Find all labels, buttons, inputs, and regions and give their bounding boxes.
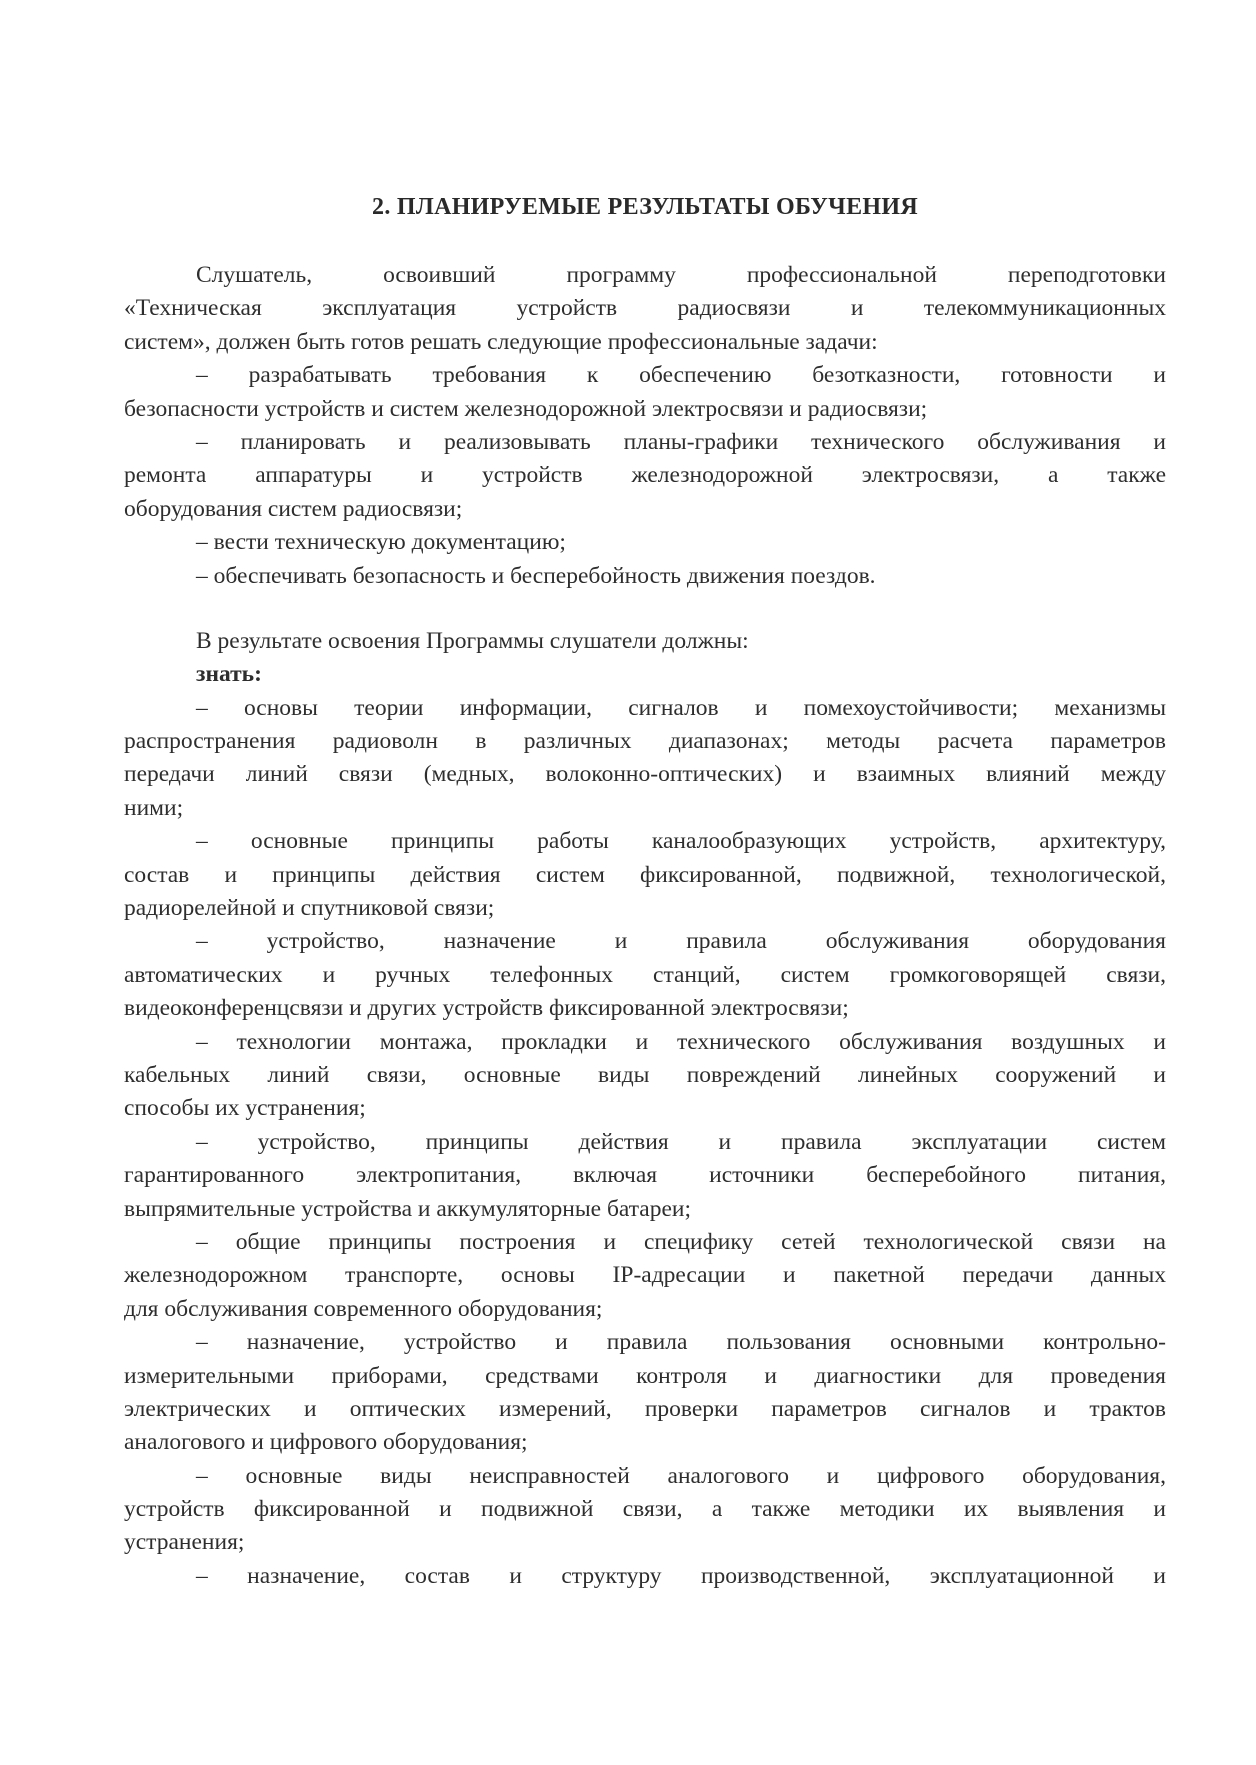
text-line: – устройство, назначение и правила обслуживания оборудования [196, 928, 1166, 955]
text-line: ремонта аппаратуры и устройств железнодорожной электросвязи, а также [124, 462, 1166, 489]
text-line: – основы теории информации, сигналов и помехоустойчивости; механизмы [196, 694, 1166, 721]
text-line: для обслуживания современного оборудования; [124, 1295, 603, 1322]
know-label [124, 658, 1166, 691]
text-line: знать: [196, 661, 262, 688]
paragraph [124, 1226, 1166, 1326]
text-line: устранения; [124, 1529, 245, 1556]
text-line: железнодорожном транспорте, основы IP-адресации и пакетной передачи данных [124, 1262, 1166, 1289]
paragraph [124, 825, 1166, 925]
text-line: – разрабатывать требования к обеспечению безотказности, готовности и [196, 362, 1166, 389]
text-line: В результате освоения Программы слушатели должны: [196, 627, 749, 654]
paragraph [124, 1326, 1166, 1460]
text-line: гарантированного электропитания, включая источники бесперебойного питания, [124, 1162, 1166, 1189]
text-line: – обеспечивать безопасность и бесперебойность движения поездов. [196, 562, 876, 589]
paragraph [124, 1126, 1166, 1226]
text-line: оборудования систем радиосвязи; [124, 495, 463, 522]
text-line: – назначение, состав и структуру производственной, эксплуатационной и [196, 1562, 1166, 1589]
paragraph [124, 692, 1166, 826]
paragraph [124, 625, 1166, 658]
paragraph [124, 1560, 1166, 1593]
text-line: измерительными приборами, средствами контроля и диагностики для проведения [124, 1362, 1166, 1389]
text-line: выпрямительные устройства и аккумуляторные батареи; [124, 1195, 692, 1222]
text-line: систем», должен быть готов решать следующие профессиональные задачи: [124, 328, 878, 355]
text-line: Слушатель, освоивший программу профессиональной переподготовки [196, 262, 1166, 288]
text-line: – общие принципы построения и специфику сетей технологической связи на [196, 1228, 1166, 1255]
text-line: радиорелейной и спутниковой связи; [124, 895, 495, 922]
paragraph [124, 259, 1166, 359]
text-line: распространения радиоволн в различных диапазонах; методы расчета параметров [124, 728, 1166, 755]
text-line: – вести техническую документацию; [196, 529, 566, 556]
text-line: состав и принципы действия систем фиксированной, подвижной, технологической, [124, 861, 1166, 888]
text-line: автоматических и ручных телефонных станций, систем громкоговорящей связи, [124, 961, 1166, 988]
text-line: – технологии монтажа, прокладки и технического обслуживания воздушных и [196, 1028, 1166, 1055]
paragraph [124, 426, 1166, 526]
text-line: кабельных линий связи, основные виды повреждений линейных сооружений и [124, 1061, 1166, 1088]
section-title: 2. ПЛАНИРУЕМЫЕ РЕЗУЛЬТАТЫ ОБУЧЕНИЯ [372, 194, 918, 220]
text-line: аналогового и цифрового оборудования; [124, 1429, 528, 1456]
text-line: передачи линий связи (медных, волоконно-оптических) и взаимных влияний между [124, 761, 1166, 788]
paragraph [124, 359, 1166, 426]
text-line: способы их устранения; [124, 1095, 366, 1122]
text-line: – назначение, устройство и правила пользования основными контрольно- [196, 1329, 1166, 1356]
text-line: – устройство, принципы действия и правила эксплуатации систем [196, 1128, 1166, 1155]
text-line: – основные виды неисправностей аналогового и цифрового оборудования, [196, 1462, 1166, 1489]
text-line: безопасности устройств и систем железнодорожной электросвязи и радиосвязи; [124, 395, 928, 422]
text-line: – основные принципы работы каналообразующих устройств, архитектуру, [196, 828, 1166, 855]
text-line: «Техническая эксплуатация устройств радиосвязи и телекоммуникационных [124, 295, 1166, 322]
paragraph [124, 925, 1166, 1025]
text-line: ними; [124, 794, 184, 821]
paragraph [124, 1460, 1166, 1560]
paragraph [124, 526, 1166, 559]
text-line: видеоконференцсвязи и других устройств фиксированной электросвязи; [124, 995, 849, 1022]
paragraph [124, 1026, 1166, 1126]
text-line: – планировать и реализовывать планы-графики технического обслуживания и [196, 428, 1166, 455]
document-body [124, 259, 1166, 1593]
text-line: электрических и оптических измерений, проверки параметров сигналов и трактов [124, 1395, 1166, 1422]
paragraph [124, 560, 1166, 593]
text-line: устройств фиксированной и подвижной связи, а также методики их выявления и [124, 1496, 1166, 1523]
